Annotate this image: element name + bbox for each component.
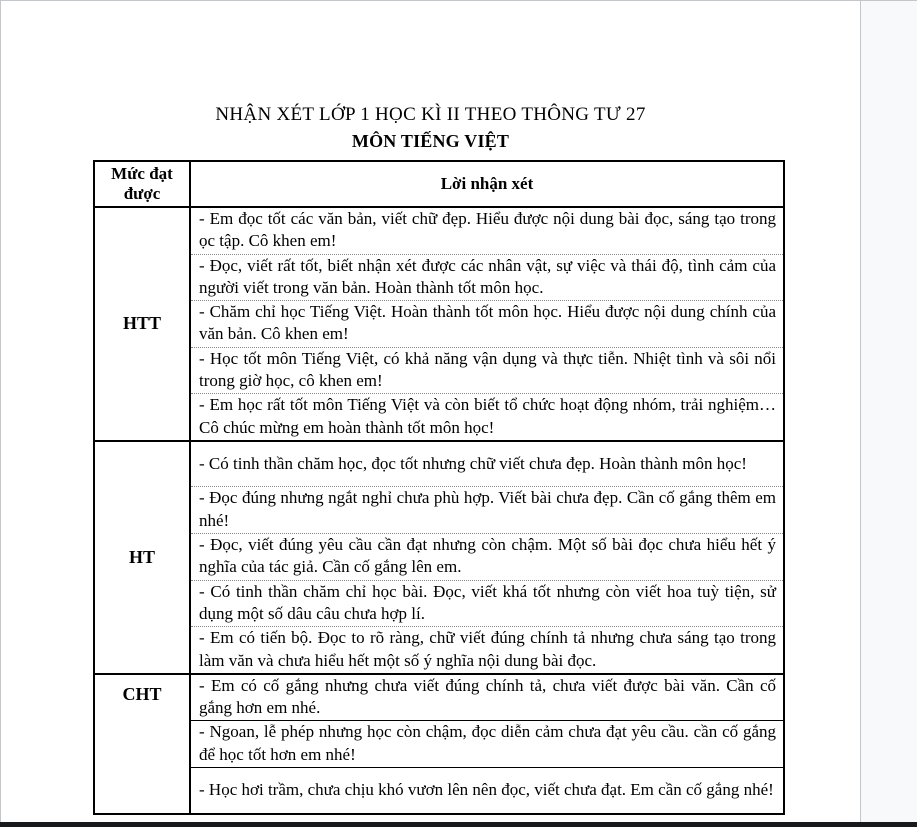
table-row — [94, 580, 784, 627]
table-row — [94, 301, 784, 348]
comment-cell: - Em học rất tốt môn Tiếng Việt và còn biết tổ chức hoạt động nhóm, trải nghiệm…Cô chúc mừng em hoàn thành tốt môn học! — [190, 394, 784, 441]
table-row — [94, 768, 784, 814]
table-row — [94, 347, 784, 394]
page-title: NHẬN XÉT LỚP 1 HỌC KÌ II THEO THÔNG TƯ 27 — [215, 104, 646, 125]
comment-cell: - Đọc, viết đúng yêu cầu cần đạt nhưng còn chậm. Một số bài đọc chưa hiểu hết ý nghĩa của tác giả. Cần cố gắng lên em. — [190, 534, 784, 581]
comment-cell: - Có tinh thần chăm chỉ học bài. Đọc, viết khá tốt nhưng còn viết hoa tuỳ tiện, sử dụng một số dâu câu chưa hợp lí. — [190, 580, 784, 627]
level-cell-ht: HT — [94, 441, 190, 674]
header-level: Mức đạt được — [94, 161, 190, 207]
level-cell-htt: HTT — [94, 207, 190, 441]
comment-cell: - Có tinh thần chăm học, đọc tốt nhưng chữ viết chưa đẹp. Hoàn thành môn học! — [190, 441, 784, 487]
viewer-side-gutter — [860, 0, 917, 822]
table-row — [94, 441, 784, 487]
table-row — [94, 207, 784, 254]
comment-cell: - Ngoan, lễ phép nhưng học còn chậm, đọc diễn cảm chưa đạt yêu cầu. cần cố gắng để học tốt hơn em nhé! — [190, 721, 784, 768]
table-row — [94, 534, 784, 581]
table-row — [94, 627, 784, 674]
header-comment: Lời nhận xét — [190, 161, 784, 207]
comment-cell: - Học hơi trầm, chưa chịu khó vươn lên nên đọc, viết chưa đạt. Em cần cố gắng nhé! — [199, 779, 774, 799]
comment-cell: - Học tốt môn Tiếng Việt, có khả năng vận dụng và thực tiễn. Nhiệt tình và sôi nổi trong giờ học, cô khen em! — [190, 347, 784, 394]
table-row — [94, 674, 784, 721]
comment-cell: - Chăm chỉ học Tiếng Việt. Hoàn thành tốt môn học. Hiểu được nội dung chính của văn bản. Cô khen em! — [190, 301, 784, 348]
page-subtitle: MÔN TIẾNG VIỆT — [351, 131, 510, 151]
viewer-bottom-edge — [0, 822, 917, 827]
table-row — [94, 394, 784, 441]
comment-cell: - Em đọc tốt các văn bản, viết chữ đẹp. Hiểu được nội dung bài đọc, sáng tạo trong ọc tập. Cô khen em! — [190, 207, 784, 254]
table-row — [94, 487, 784, 534]
comment-cell: - Đọc đúng nhưng ngắt nghỉ chưa phù hợp. Viết bài chưa đẹp. Cần cố gắng thêm em nhé! — [190, 487, 784, 534]
comment-cell: - Đọc, viết rất tốt, biết nhận xét được các nhân vật, sự việc và thái độ, tình cảm của người viết trong văn bản. Hoàn thành tốt môn học. — [190, 254, 784, 301]
level-cell-cht: CHT — [94, 674, 190, 814]
table-header-row — [94, 161, 784, 207]
comment-cell: - Em có tiến bộ. Đọc to rõ ràng, chữ viết đúng chính tả nhưng chưa sáng tạo trong làm văn và chưa hiểu hết một số ý nghĩa nội dung bài đọc. — [190, 627, 784, 674]
table-row — [94, 254, 784, 301]
comment-cell: - Em có cố gắng nhưng chưa viết đúng chính tả, chưa viết được bài văn. Cần cố gắng hơn em nhé. — [190, 674, 784, 721]
table-row — [94, 721, 784, 768]
remarks-table — [93, 160, 785, 815]
